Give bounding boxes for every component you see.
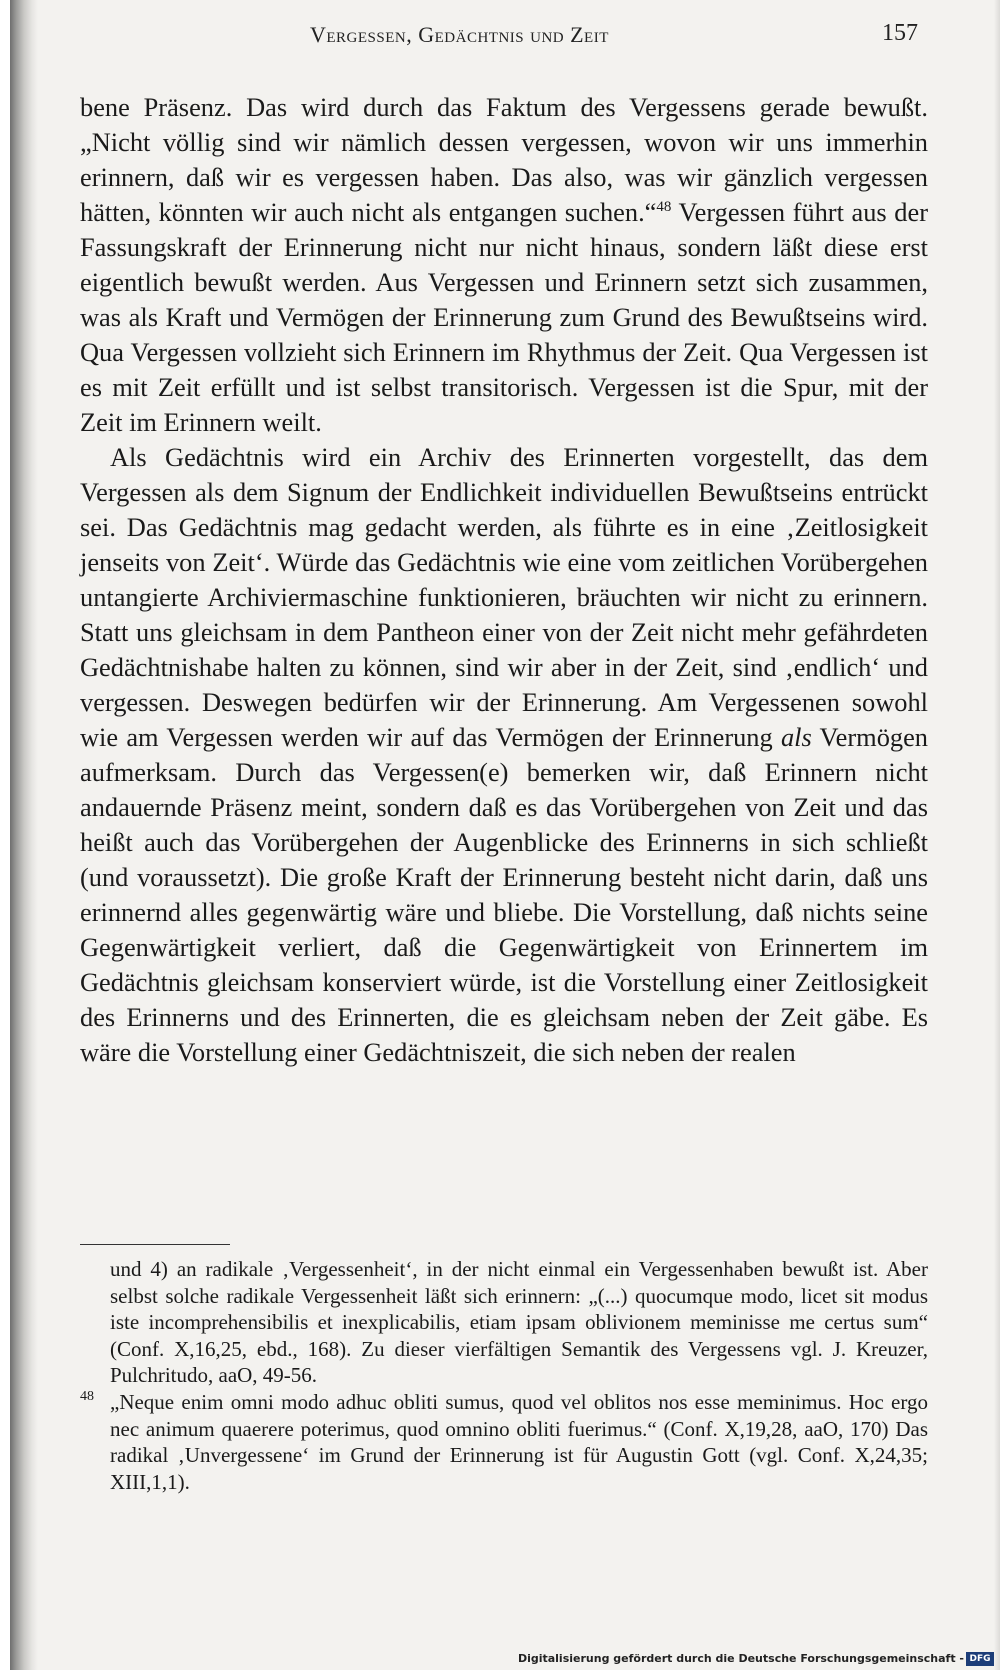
footnote-ref-48: 48 (656, 199, 672, 215)
binding-shadow (10, 0, 38, 1670)
paragraph-1-part-a: bene Präsenz. Das wird durch das Faktum des Vergessens gerade bewußt. „Nicht völlig sind wir nämlich dessen vergessen, wovon wir uns immerhin erinnern, daß wir es vergessen haben. Das also, was wir gänzlich vergessen hätten, könnten wir auch nicht als entgangen suchen.“ (80, 92, 928, 227)
paragraph-2 (80, 440, 928, 1070)
page-edge (994, 0, 1000, 1670)
paragraph-1 (80, 90, 928, 440)
paragraph-2-emphasis: als (780, 722, 812, 752)
footnote-divider (80, 1244, 230, 1245)
footnote-continuation: und 4) an radikale ‚Vergessenheit‘, in der nicht einmal ein Vergessenhaben bewußt ist. Aber selbst solche radikale Vergessenheit läßt sich erinnern: „(...) quocumque modo, licet sit modus iste incomprehensibilis et inexplicabilis, etiam ipsam oblivionem meminisse me certus sum“ (Conf. X,16,25, ebd., 168). Zu dieser vierfältigen Semantik des Vergessens vgl. J. Kreuzer, Pulchritudo, aaO, 49-56. (110, 1257, 928, 1388)
book-page (10, 0, 1000, 1670)
footnote-48 (80, 1389, 928, 1495)
paragraph-2-part-a: Als Gedächtnis wird ein Archiv des Erinnerten vorgestellt, das dem Vergessen als dem Signum der Endlichkeit individuellen Bewußtseins entrückt sei. Das Gedächtnis mag gedacht werden, als führte es in eine ‚Zeitlosigkeit jenseits von Zeit‘. Würde das Gedächtnis wie eine vom zeitlichen Vorübergehen untangierte Archiviermaschine funktionieren, bräuchten wir nicht zu erinnern. Statt uns gleichsam in dem Pantheon einer von der Zeit nicht mehr gefährdeten Gedächtnishabe halten zu können, sind wir aber in der Zeit, sind ‚endlich‘ und vergessen. Deswegen bedürfen wir der Erinnerung. Am Vergessenen sowohl wie am Vergessen werden wir auf das Vermögen der Erinnerung (80, 442, 928, 752)
running-head: Vergessen, Gedächtnis und Zeit (310, 22, 609, 47)
page-number: 157 (882, 20, 918, 46)
footnote-text: „Neque enim omni modo adhuc obliti sumus, quod vel oblitos nos esse meminimus. Hoc ergo nec animum quaerere poterimus, quod omnino obliti fuerimus.“ (Conf. X,19,28, aaO, 170) Das radikal ‚Unvergessene‘ im Grund der Erinnerung ist für Augustin Gott (vgl. Conf. X,24,35; XIII,1,1). (110, 1389, 928, 1494)
footnotes (80, 1256, 928, 1495)
digitization-note: Digitalisierung gefördert durch die Deutsche Forschungsgemeinschaft - (517, 1652, 964, 1665)
body-text (80, 90, 928, 1070)
paragraph-2-part-b: Vermögen aufmerksam. Durch das Vergessen(e) bemerken wir, daß Erinnern nicht andauernde Präsenz meint, sondern daß es das Vorübergehen von Zeit und das heißt auch das Vorübergehen der Augenblicke des Erinnerns in sich schließt (und voraussetzt). Die große Kraft der Erinnerung besteht nicht darin, daß uns erinnernd alles gegenwärtig wäre und bliebe. Die Vorstellung, daß nichts seine Gegenwärtigkeit verliert, daß die Gegenwärtigkeit von Erinnertem im Gedächtnis gleichsam konserviert würde, ist die Vorstellung einer Zeitlosigkeit des Erinnerns und des Erinnerten, die es gleichsam neben der Zeit gäbe. Es wäre die Vorstellung einer Gedächtniszeit, die sich neben der realen (80, 722, 928, 1067)
footnote-number: 48 (80, 1388, 94, 1404)
dfg-logo: DFG (966, 1652, 994, 1666)
paragraph-1-part-b: Vergessen führt aus der Fassungskraft der Erinnerung nicht nur nicht hinaus, sondern läßt diese erst eigentlich bewußt werden. Aus Vergessen und Erinnern setzt sich zusammen, was als Kraft und Vermögen der Erinnerung zum Grund des Bewußtseins wird. Qua Vergessen vollzieht sich Erinnern im Rhythmus der Zeit. Qua Vergessen ist es mit Zeit erfüllt und ist selbst transitorisch. Vergessen ist die Spur, mit der Zeit im Erinnern weilt. (80, 197, 928, 437)
